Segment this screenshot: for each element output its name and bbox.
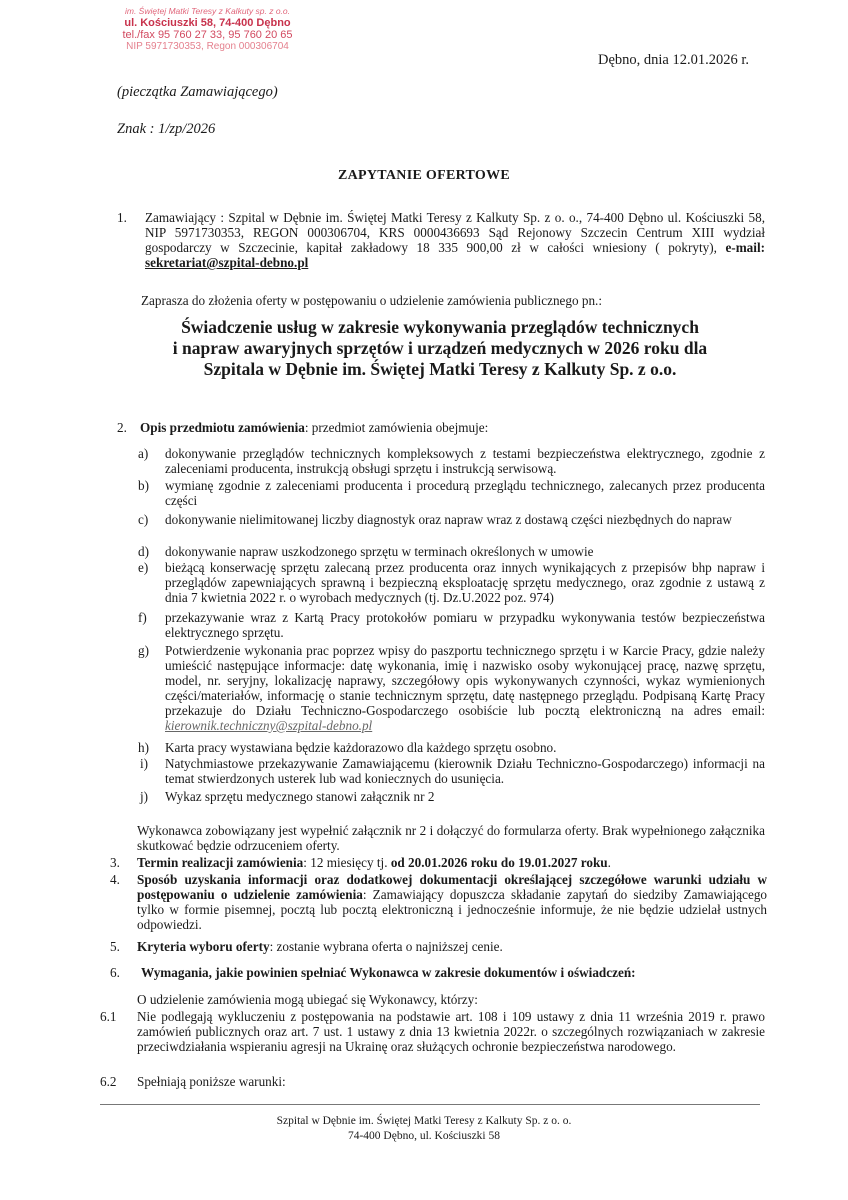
subject-line-1: Świadczenie usług w zakresie wykonywania przeglądów technicznych [181,317,699,337]
item-i-text: Natychmiastowe przekazywanie Zamawiającemu (kierownik Działu Techniczno-Gospodarczego) informacji na temat stwierdzonych usterek lub wad koniecznych do usunięcia. [165,756,765,786]
invitation-text: Zaprasza do złożenia oferty w postępowaniu o udzielenie zamówienia publicznego pn.: [141,293,603,308]
item-6-2-text: Spełniają poniższe warunki: [137,1074,286,1089]
footer-line-1: Szpital w Dębnie im. Świętej Matki Teresy z Kalkuty Sp. z o. o. [276,1115,572,1127]
footer-line-2: 74-400 Dębno, ul. Kościuszki 58 [347,1130,501,1142]
section-5-number: 5. [110,939,120,954]
stamp-line-2: ul. Kościuszki 58, 74-400 Dębno [124,17,291,29]
footer-divider [100,1104,760,1105]
procurement-subject [0,317,848,380]
section-2-heading [140,420,780,435]
document-date: Dębno, dnia 12.01.2026 r. [598,52,750,68]
item-6-2-number: 6.2 [100,1074,117,1089]
section-5-body: : zostanie wybrana oferta o najniższej cenie. [269,939,503,954]
item-f-text: przekazywanie wraz z Kartą Pracy protokołów pomiaru w przypadku wykonywania testów bezpieczeństwa elektrycznego sprzętu. [165,610,765,640]
section-3-title: Termin realizacji zamówienia [137,855,304,870]
email-label: e-mail: [725,240,765,255]
section-4-text [137,872,767,932]
item-b-letter: b) [138,478,149,493]
item-e-text: bieżącą konserwację sprzętu zalecaną przez producenta oraz innych wynikających z przepisów bhp napraw i przeglądów zapewniających sprawną i bezpieczną eksploatację sprzętu medycznego, oraz zgodnie z ustawą z dnia 7 kwietnia 2022 r. o wyrobach medycznych (tj. Dz.U.2022 poz. 974) [165,560,765,605]
item-h-text: Karta pracy wystawiana będzie każdorazowo dla każdego sprzętu osobno. [165,740,557,755]
section-3-text [137,855,767,870]
section-2-number: 2. [117,420,127,435]
subject-line-2: i napraw awaryjnych sprzętów i urządzeń medycznych w 2026 roku dla [172,338,708,358]
item-a-letter: a) [138,446,149,461]
item-j-text: Wykaz sprzętu medycznego stanowi załącznik nr 2 [165,789,435,804]
stamp-line-3: tel./fax 95 760 27 33, 95 760 20 65 [122,29,293,41]
section-4-body: : Zamawiający dopuszcza składanie zapytań do siedziby Zamawiającego tylko w formie pisemnej, pocztą lub pocztą elektroniczną i jednocześnie informuje, że nie będzie udzielał ustnych odpowiedzi. [137,887,768,932]
section-6-intro: O udzielenie zamówienia mogą ubiegać się Wykonawcy, którzy: [137,992,478,1007]
company-stamp [100,6,315,52]
section-4-title: Sposób uzyskania informacji oraz dodatkowej dokumentacji określającej szczegółowe warunki udziału w postępowaniu o udzielenie zamówienia [137,872,767,902]
section-1-number: 1. [117,210,127,225]
item-i-letter: i) [140,756,149,771]
secretariat-email-link[interactable]: sekretariat@szpital-debno.pl [145,255,309,270]
item-g-text [165,643,765,733]
item-a-text: dokonywanie przeglądów technicznych kompleksowych z testami bezpieczeństwa elektrycznego, zgodnie z zaleceniami producenta, instrukcją obsługi sprzętu i instrukcją serwisową. [165,446,765,476]
attachment-note: Wykonawca zobowiązany jest wypełnić załącznik nr 2 i dołączyć do formularza oferty. Brak wypełnionego załącznika skutkować będzie odrzuceniem oferty. [137,823,765,853]
technical-manager-email-link[interactable]: kierownik.techniczny@szpital-debno.pl [165,718,373,733]
reference-number: Znak : 1/zp/2026 [117,121,216,137]
section-5-title: Kryteria wyboru oferty [137,939,270,954]
item-c-text: dokonywanie nielimitowanej liczby diagnostyk oraz napraw wraz z dostawą części niezbędnych do napraw [165,512,732,527]
section-6-title: Wymagania, jakie powinien spełniać Wykonawca w zakresie dokumentów i oświadczeń: [141,965,636,980]
item-g-letter: g) [138,643,149,658]
item-e-letter: e) [138,560,149,575]
stamp-line-4: NIP 5971730353, Regon 000306704 [126,41,289,52]
section-3-number: 3. [110,855,120,870]
section-2-title: Opis przedmiotu zamówienia [140,420,305,435]
section-3-end: . [607,855,611,870]
stamp-caption: (pieczątka Zamawiającego) [117,84,278,100]
item-d-text: dokonywanie napraw uszkodzonego sprzętu w terminach określonych w umowie [165,544,594,559]
section-4-number: 4. [110,872,120,887]
subject-line-3: Szpitala w Dębnie im. Świętej Matki Teresy z Kalkuty Sp. z o.o. [203,359,677,379]
section-2-intro: : przedmiot zamówienia obejmuje: [304,420,489,435]
section-6-number: 6. [110,965,120,980]
section-1-text [145,210,765,270]
stamp-line-1: im. Świętej Matki Teresy z Kalkuty sp. z o.o. [124,6,291,16]
section-3-dates: od 20.01.2026 roku do 19.01.2027 roku [390,855,608,870]
document-title: ZAPYTANIE OFERTOWE [337,168,511,183]
item-g-body: Potwierdzenie wykonania prac poprzez wpisy do paszportu technicznego sprzętu i w Karcie Pracy, gdzie należy umieścić następujące informacje: datę wykonania, imię i nazwisko osoby wykonującej pracę, nazwę sprzętu, model, nr. seryjny, lokalizację naprawy, szczegółowy opis wykonywanych czynności, wykaz wymienionych części/materiałów, informację o stanie technicznym sprzętu, datę następnego przeglądu. Podpisaną Kartę Pracy przekazuje do Działu Techniczno-Gospodarczego osobiście lub pocztą elektroniczną na adres email: [165,643,765,718]
item-j-letter: j) [140,789,149,804]
section-3-body: : 12 miesięcy tj. [303,855,391,870]
ordering-party-details: Zamawiający : Szpital w Dębnie im. Świętej Matki Teresy z Kalkuty Sp. z o. o., 74-400 Dębno ul. Kościuszki 58, NIP 5971730353, REGON 000306704, KRS 0000436693 Sąd Rejonowy Szczecin Centrum XIII wydział gospodarczy w Szczecinie, kapitał zakładowy 18 335 900,00 zł w całości wniesiony ( pokryty), [145,210,765,255]
item-6-1-number: 6.1 [100,1009,117,1024]
item-c-letter: c) [138,512,149,527]
section-5-text [137,939,767,954]
item-b-text: wymianę zgodnie z zaleceniami producenta i procedurą przeglądu technicznego, zalecanych przez producenta części [165,478,765,508]
item-f-letter: f) [138,610,147,625]
item-d-letter: d) [138,544,149,559]
item-h-letter: h) [138,740,149,755]
item-6-1-text: Nie podlegają wykluczeniu z postępowania na podstawie art. 108 i 109 ustawy z dnia 11 września 2019 r. prawo zamówień publicznych oraz art. 7 ust. 1 ustawy z dnia 13 kwietnia 2022r. o szczególnych rozwiązaniach w zakresie przeciwdziałania wspieraniu agresji na Ukrainę oraz służących ochronie bezpieczeństwa narodowego. [137,1009,765,1054]
page-footer [0,1114,848,1144]
